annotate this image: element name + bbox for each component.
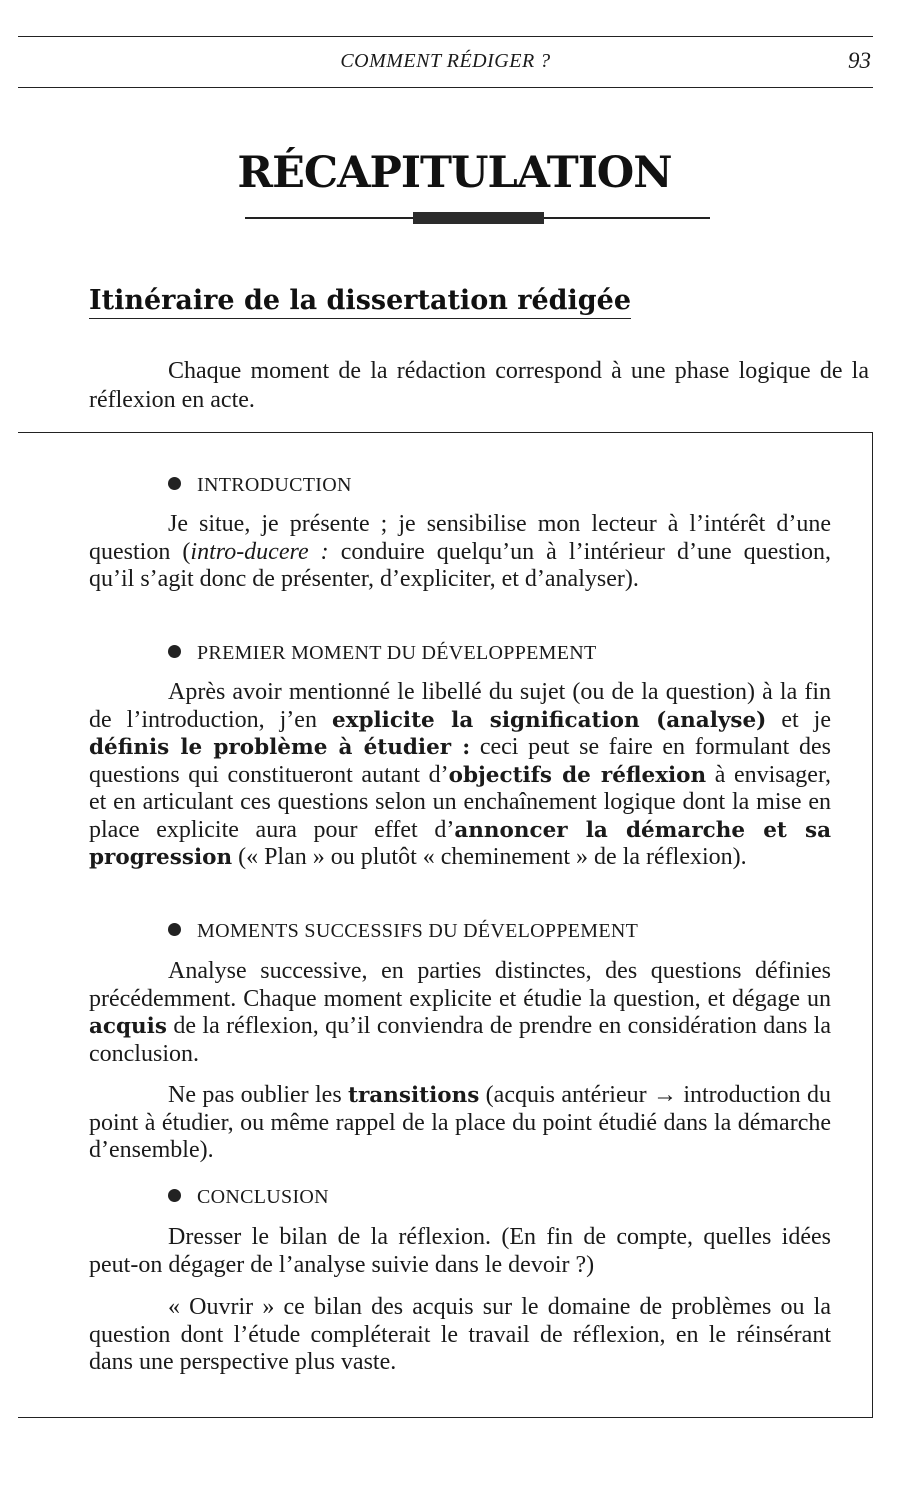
- introduction-heading-label: INTRODUCTION: [197, 474, 352, 496]
- first-moment-heading-label: PREMIER MOMENT DU DÉVELOPPEMENT: [197, 642, 597, 664]
- text-run: conduire quelqu’un à l’intérieur d’une question, qu’il s’agit donc de présenter, d’expliciter, et d’analyser).: [89, 538, 831, 592]
- conclusion-paragraph-2: « Ouvrir » ce bilan des acquis sur le domaine de problèmes ou la question dont l’étude compléterait le travail de réflexion, en le réinsérant dans une perspective plus vaste.: [89, 1294, 831, 1375]
- introduction-paragraph: [89, 511, 831, 594]
- text-run: Analyse successive, en parties distinctes, des questions définies précédemment. Chaque moment explicite et étudie la question, et dégage un: [89, 958, 831, 1012]
- title-rule-ornament: [413, 212, 544, 224]
- intro-paragraph: [89, 357, 869, 415]
- conclusion-heading-label: CONCLUSION: [197, 1186, 329, 1208]
- successive-moments-paragraph-1: [89, 958, 831, 1068]
- text-run: et je: [766, 706, 831, 733]
- text-run: Ne pas oublier les: [168, 1082, 349, 1108]
- italic-run: intro-ducere :: [190, 538, 329, 565]
- bold-run: transitions: [348, 1083, 480, 1108]
- text-run: ceci peut se faire en formulant des questions qui constitueront autant d’: [89, 734, 831, 788]
- running-title: COMMENT RÉDIGER ?: [340, 50, 551, 72]
- text-run: à envisager, et en articulant ces questions selon un enchaînement logique dont la mise en place explicite aura pour effet d’: [89, 761, 831, 843]
- bold-run: définis le problème à étudier :: [89, 735, 471, 760]
- conclusion-heading: [168, 1186, 329, 1209]
- first-moment-paragraph: [89, 679, 831, 872]
- intro-paragraph-text: Chaque moment de la rédaction correspond à une phase logique de la réflexion en acte.: [89, 358, 869, 413]
- conclusion-paragraph-1: Dresser le bilan de la réflexion. (En fin de compte, quelles idées peut-on dégager de l’analyse suivie dans le devoir ?): [89, 1224, 831, 1278]
- page-title: RÉCAPITULATION: [237, 148, 672, 198]
- successive-moments-heading: [168, 920, 638, 943]
- page-number: 93: [848, 48, 871, 73]
- bold-run: acquis: [89, 1014, 167, 1039]
- section-heading: Itinéraire de la dissertation rédigée: [89, 285, 631, 319]
- successive-moments-paragraph-2: [89, 1082, 831, 1165]
- first-moment-heading: [168, 642, 597, 665]
- introduction-heading: [168, 474, 352, 497]
- bold-run: objectifs de réflexion: [448, 762, 707, 788]
- text-run: Je situe, je présente ; je sensibilise mon lecteur à l’intérêt d’une question (: [89, 511, 831, 565]
- bold-run: annoncer la démarche et sa progression: [89, 817, 832, 870]
- bullet-icon: [168, 923, 181, 936]
- bullet-icon: [168, 477, 181, 490]
- bullet-icon: [168, 645, 181, 658]
- text-run: Après avoir mentionné le libellé du sujet (ou de la question) à la fin de l’introduction, j’en: [89, 679, 831, 733]
- text-run: (acquis antérieur → introduction du point à étudier, ou même rappel de la place du point étudié dans la démarche d’ensemble).: [89, 1082, 831, 1163]
- text-run: (« Plan » ou plutôt « cheminement » de la réflexion).: [232, 844, 747, 870]
- text-run: de la réflexion, qu’il conviendra de prendre en considération dans la conclusion.: [89, 1013, 831, 1067]
- bold-run: explicite la signification (analyse): [331, 707, 767, 733]
- successive-moments-heading-label: MOMENTS SUCCESSIFS DU DÉVELOPPEMENT: [197, 920, 639, 942]
- running-header: [18, 36, 873, 88]
- bullet-icon: [168, 1189, 181, 1202]
